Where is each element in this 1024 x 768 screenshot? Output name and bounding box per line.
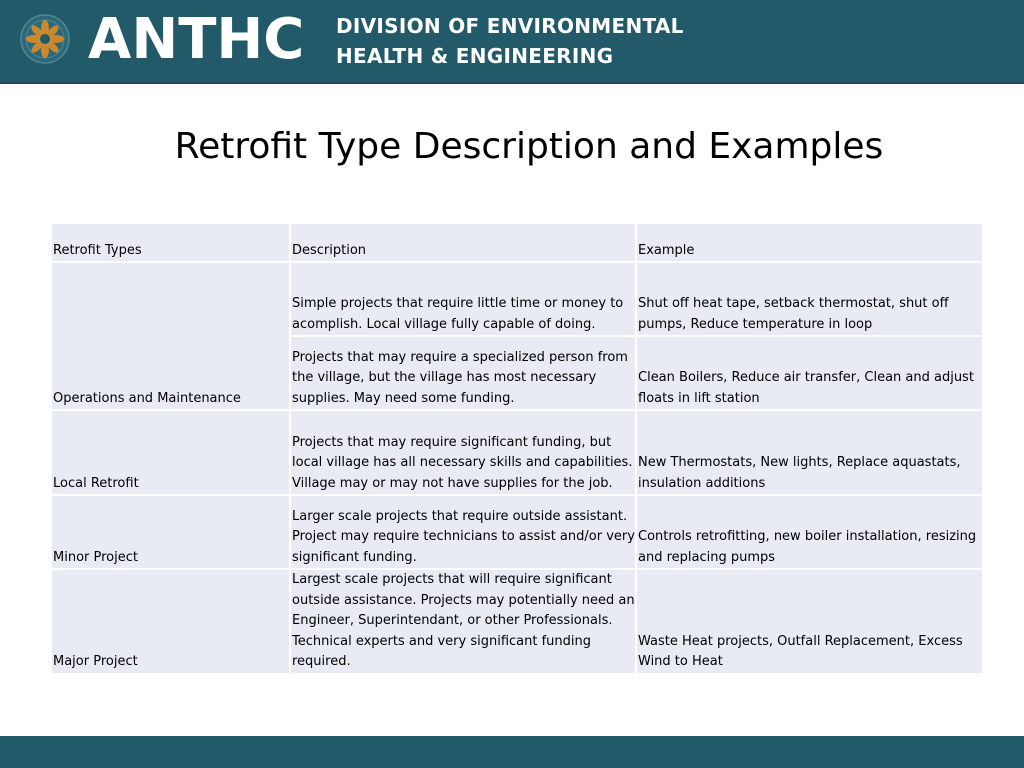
cell-retrofit-type: Minor Project bbox=[52, 496, 289, 568]
header-retrofit-types: Retrofit Types bbox=[52, 224, 289, 261]
division-name bbox=[336, 11, 684, 71]
header-band bbox=[0, 0, 1024, 84]
footer-band bbox=[0, 736, 1024, 768]
cell-example: Shut off heat tape, setback thermostat, shut off pumps, Reduce temperature in loop bbox=[637, 263, 982, 335]
cell-description: Largest scale projects that will require significant outside assistance. Projects may potentially need an Engineer, Superintendant, or other Professionals. Technical experts and very significant funding required. bbox=[291, 570, 635, 673]
table-row bbox=[52, 411, 982, 494]
division-line-2: HEALTH & ENGINEERING bbox=[336, 44, 614, 68]
cell-example: Clean Boilers, Reduce air transfer, Clean and adjust floats in lift station bbox=[637, 337, 982, 409]
table-row bbox=[52, 263, 982, 335]
cell-retrofit-type: Operations and Maintenance bbox=[52, 263, 289, 409]
table-header-row bbox=[52, 224, 982, 261]
cell-description: Simple projects that require little time or money to acomplish. Local village fully capable of doing. bbox=[291, 263, 635, 335]
cell-example: Waste Heat projects, Outfall Replacement, Excess Wind to Heat bbox=[637, 570, 982, 673]
cell-example: New Thermostats, New lights, Replace aquastats, insulation additions bbox=[637, 411, 982, 494]
cell-retrofit-type: Major Project bbox=[52, 570, 289, 673]
anthc-emblem-icon bbox=[20, 14, 70, 64]
division-line-1: DIVISION OF ENVIRONMENTAL bbox=[336, 14, 684, 38]
retrofit-table bbox=[50, 222, 984, 675]
table-row bbox=[52, 570, 982, 673]
slide-title: Retrofit Type Description and Examples bbox=[174, 126, 884, 167]
cell-description: Projects that may require significant funding, but local village has all necessary skills and capabilities. Village may or may not have supplies for the job. bbox=[291, 411, 635, 494]
cell-description: Projects that may require a specialized person from the village, but the village has most necessary supplies. May need some funding. bbox=[291, 337, 635, 409]
cell-description: Larger scale projects that require outside assistant. Project may require technicians to assist and/or very significant funding. bbox=[291, 496, 635, 568]
brand-logotype: ANTHC bbox=[88, 7, 305, 72]
header-example: Example bbox=[637, 224, 982, 261]
cell-retrofit-type: Local Retrofit bbox=[52, 411, 289, 494]
cell-example: Controls retrofitting, new boiler installation, resizing and replacing pumps bbox=[637, 496, 982, 568]
table-row bbox=[52, 496, 982, 568]
header-description: Description bbox=[291, 224, 635, 261]
